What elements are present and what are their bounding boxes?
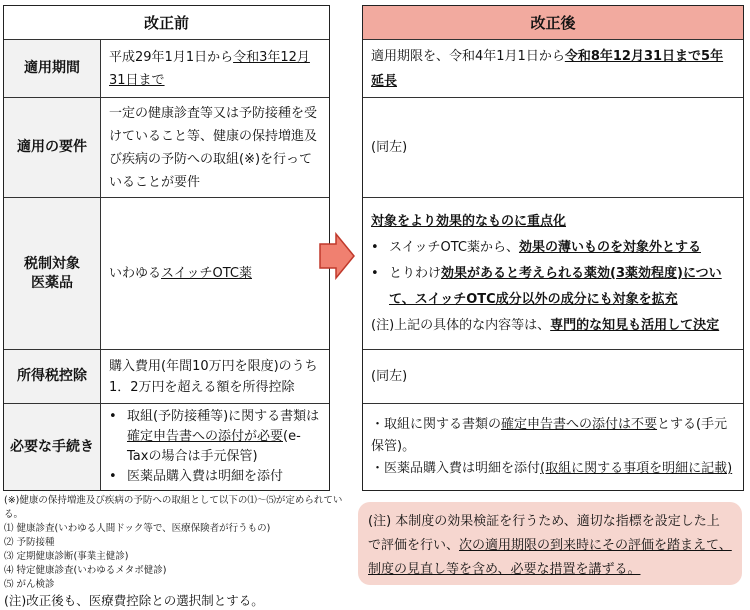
- after-period-extension: 令和8年12月31日まで5年延長: [371, 48, 724, 89]
- right-arrow-icon: [318, 232, 356, 280]
- before-drugs-otc: スイッチOTC薬: [161, 266, 252, 281]
- before-deduction-text: 購入費用(年間10万円を限度)のうち1．2万円を超える額を所得控除: [109, 358, 318, 395]
- before-proc-item-1: • 取組(予防接種等)に関する書類は確定申告書への添付が必要(e-Taxの場合は手元保管): [109, 409, 320, 464]
- label-drugs: 税制対象 医薬品: [4, 198, 101, 349]
- before-period-end: 令和3年12月31日まで: [109, 49, 310, 88]
- after-proc-line-2: ・医薬品購入費は明細を添付(取組に関する事項を明細に記載): [371, 461, 733, 476]
- before-row-procedures: [4, 404, 329, 490]
- before-header: 改正前: [4, 6, 329, 40]
- footnote-4: ⑷ 特定健康診査(いわゆるメタボ健診): [4, 565, 167, 576]
- footnote-1: ⑴ 健康診査(いわゆる人間ドック等で、医療保険者が行うもの): [4, 523, 271, 534]
- label-period: 適用期間: [4, 40, 101, 97]
- before-drugs-text: いわゆる: [109, 266, 162, 281]
- before-period-text: 平成29年1月1日から: [109, 49, 234, 65]
- after-table: [362, 5, 744, 491]
- after-header: 改正後: [363, 6, 743, 40]
- after-procedures: [363, 404, 743, 490]
- review-note-box: [358, 502, 742, 585]
- review-note-underlined: 次の適用期限の到来時にその評価を踏まえて、制度の見直し等を含め、必要な措置を講ずる。: [368, 538, 732, 577]
- after-drugs-bullet-2: • とりわけ効果があると考えられる薬効(3薬効程度)について、スイッチOTC成分以外の成分にも対象を拡充: [371, 265, 722, 307]
- review-note-prefix: (注) 本制度の効果検証を行うため、適切な指標を設定した上で評価を行い、: [368, 514, 720, 553]
- after-requirement: (同左): [363, 98, 743, 198]
- after-period: 適用期限を、令和4年1月1日から令和8年12月31日まで5年延長: [363, 40, 743, 98]
- footnote-selection-note: (注)改正後も、医療費控除との選択制とする。: [4, 593, 264, 608]
- footnotes: [4, 494, 352, 610]
- before-row-period: [4, 40, 329, 98]
- after-proc-line-1: ・取組に関する書類の確定申告書への添付は不要とする(手元保管)。: [371, 417, 728, 454]
- before-table: [3, 5, 330, 491]
- label-procedures: 必要な手続き: [4, 404, 101, 490]
- footnote-5: ⑸ がん検診: [4, 579, 55, 590]
- before-row-drugs: [4, 198, 329, 350]
- before-row-deduction: [4, 350, 329, 404]
- before-requirement-text: 一定の健康診査等又は予防接種を受けていること等、健康の保持増進及び疾病の予防への取組(※)を行っていることが要件: [109, 105, 318, 190]
- after-drugs-note: (注)上記の具体的な内容等は、専門的な知見も活用して決定: [371, 317, 720, 333]
- label-requirement: 適用の要件: [4, 98, 101, 197]
- label-deduction: 所得税控除: [4, 350, 101, 403]
- after-deduction: (同左): [363, 350, 743, 404]
- after-drugs-bullet-1: • スイッチOTC薬から、効果の薄いものを対象外とする: [371, 239, 701, 255]
- footnote-0: (※)健康の保持増進及び疾病の予防への取組として以下の⑴〜⑸が定められている。: [4, 495, 343, 520]
- footnote-3: ⑶ 定期健康診断(事業主健診): [4, 551, 129, 562]
- after-drugs: [363, 198, 743, 350]
- before-row-requirement: [4, 98, 329, 198]
- after-drugs-heading: 対象をより効果的なものに重点化: [371, 213, 567, 229]
- before-proc-item-2: • 医薬品購入費は明細を添付: [109, 469, 284, 484]
- footnote-2: ⑵ 予防接種: [4, 537, 55, 548]
